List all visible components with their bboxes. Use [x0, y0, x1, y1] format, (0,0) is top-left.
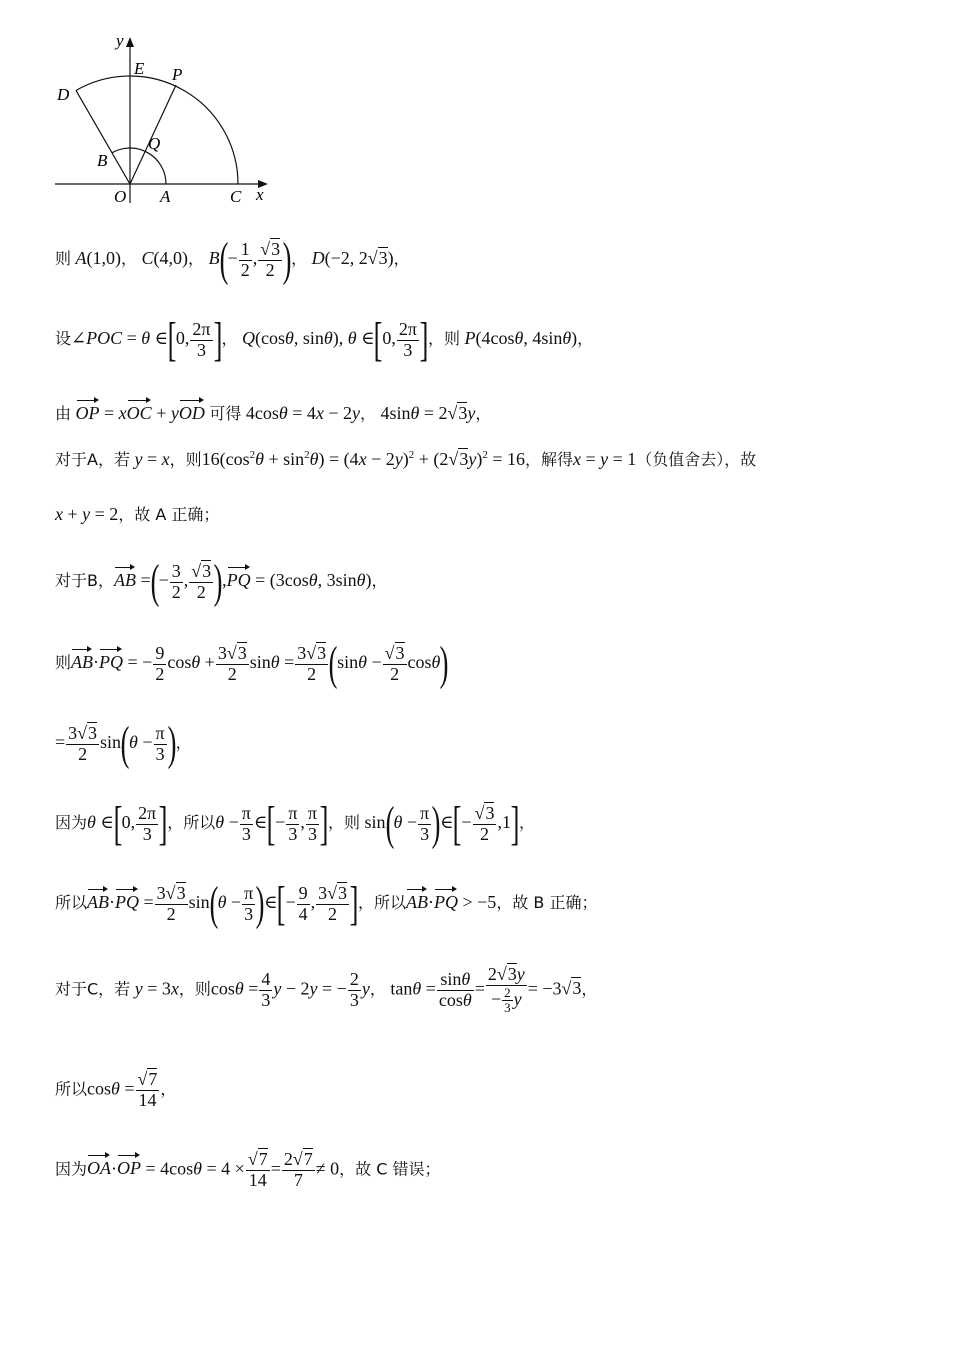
label-o: O — [114, 187, 127, 206]
label-c: C — [230, 187, 242, 206]
geometry-diagram — [50, 28, 280, 210]
label-y: y — [116, 31, 124, 50]
line-12: 所以cosθ = $\frac{√7}{14}$ ， — [55, 1069, 177, 1110]
label-e: E — [134, 59, 145, 78]
line-6: 对于B，AB =(− $\frac{3}{2}$ , $\frac{√3}{2}$ ),PQ = (3cosθ, 3sinθ)， — [55, 555, 388, 608]
line-9: 因为θ ∈[0, $\frac{2\pi}{3}$ ]，所以θ − $\frac{\pi}{3}$ ∈[− $\frac{\pi}{3}$ , $\frac{\pi}{3}$ ]，则 sin(θ − $\frac{\pi}{3}$ )∈[− $\frac{√3}{2}$ ,1]， — [55, 797, 535, 850]
line-2: 设∠POC = θ ∈[0, $\frac{2\pi}{3}$ ]， Q(cosθ, sinθ), θ ∈[0, $\frac{2\pi}{3}$ ]，则 P(4cosθ, 4sinθ)， — [55, 313, 594, 366]
label-q: Q — [148, 134, 161, 153]
line-13: 因为OA·OP = 4cosθ = 4 × $\frac{√7}{14}$ = $\frac{2√7}{7}$ ≠ 0，故 C 错误； — [55, 1149, 441, 1190]
label-p: P — [172, 65, 183, 84]
y-axis-arrow — [126, 37, 134, 47]
line-11: 对于C，若 y = 3x，则cosθ = $\frac{4}{3}$ y − 2y = − $\frac{2}{3}$ y， tanθ = $\frac{\sin\theta}{\cos\theta}$ = 2√3y − $\frac{2}{3}$ y = −3√3， — [55, 964, 598, 1016]
label-d: D — [57, 85, 70, 104]
line-8: = $\frac{3√3}{2}$ sin(θ − $\frac{\pi}{3}$ )， — [55, 717, 192, 770]
line-3: 由 OP = xOC + yOD 可得 4cosθ = 4x − 2y， 4sinθ = 2√3y， — [55, 398, 491, 422]
line-1: 则 A(1,0)， C(4,0)， B(− $\frac{1}{2}$ , $\frac{√3}{2}$ )， D(−2, 2√3)， — [55, 233, 410, 286]
line-4: 对于A，若 y = x，则$16(\cos^2\theta + \sin^2\theta) = (4x - 2y)^2 + (2√3y)^2 = 16$，解得x = y = 1（负值舍去），故 — [55, 449, 757, 469]
line-5: x + y = 2，故 A 正确； — [55, 504, 220, 524]
label-b: B — [97, 151, 108, 170]
line-10: 所以AB·PQ = $\frac{3√3}{2}$ sin(θ − $\frac{\pi}{3}$ )∈[− $\frac{9}{4}$ , $\frac{3√3}{2}$ ]，所以AB·PQ > −5，故 B 正确； — [55, 877, 598, 930]
label-a: A — [160, 187, 171, 206]
line-7: 则AB·PQ = − $\frac{9}{2}$ cosθ + $\frac{3√3}{2}$ sinθ = $\frac{3√3}{2}$ (sinθ − $\frac{√3}{2}$ cosθ) — [55, 637, 449, 690]
label-x: x — [256, 185, 264, 204]
